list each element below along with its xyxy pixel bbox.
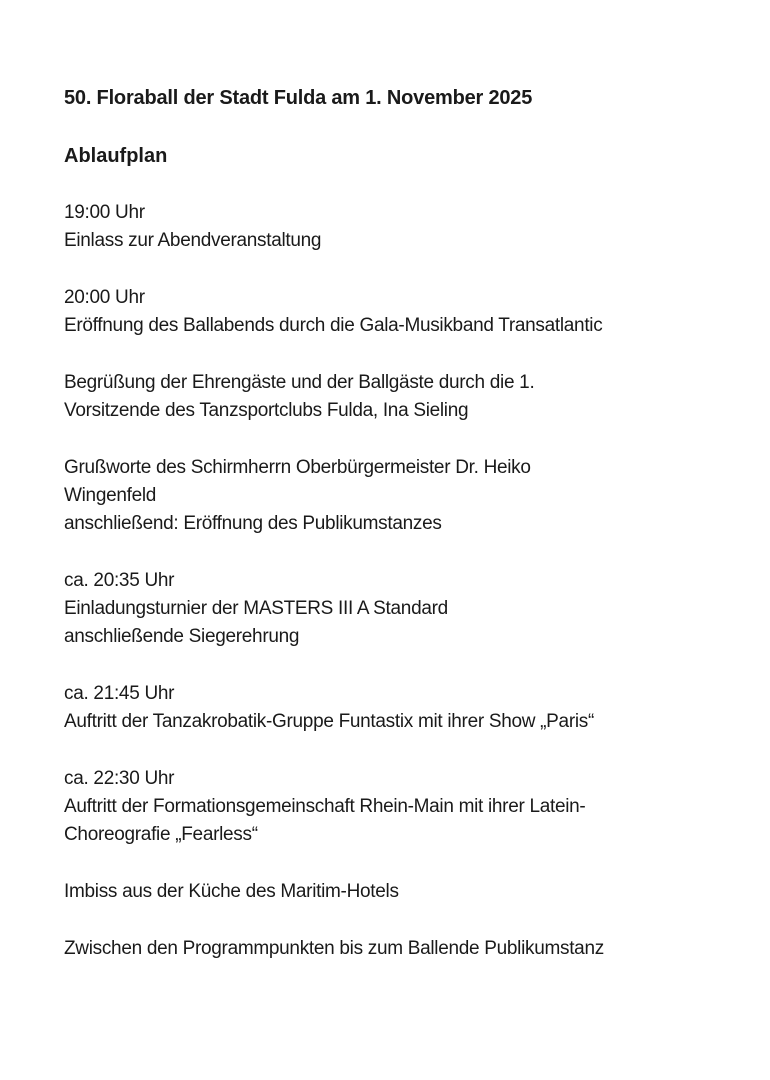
schedule-description: Auftritt der Tanzakrobatik-Gruppe Funtastix mit ihrer Show „Paris“ xyxy=(64,711,594,732)
schedule-time: ca. 22:30 Uhr xyxy=(64,768,175,789)
schedule-description: Eröffnung des Ballabends durch die Gala-Musikband Transatlantic xyxy=(64,315,603,336)
schedule-description: Imbiss aus der Küche des Maritim-Hotels xyxy=(64,881,399,902)
schedule-entry-grussworte xyxy=(64,454,744,538)
schedule-description: Einlass zur Abendveranstaltung xyxy=(64,230,322,251)
schedule-description: Choreografie „Fearless“ xyxy=(64,824,258,845)
schedule-entry-begruessung xyxy=(64,369,744,425)
schedule-entry-eroeffnung xyxy=(64,284,744,340)
document-title: 50. Floraball der Stadt Fulda am 1. November 2025 xyxy=(64,87,533,109)
schedule-time: ca. 21:45 Uhr xyxy=(64,683,175,704)
schedule-description: Einladungsturnier der MASTERS III A Standard xyxy=(64,598,448,619)
schedule-description: Zwischen den Programmpunkten bis zum Ballende Publikumstanz xyxy=(64,938,604,959)
schedule-description: Auftritt der Formationsgemeinschaft Rhein-Main mit ihrer Latein- xyxy=(64,796,586,817)
schedule-description: Grußworte des Schirmherrn Oberbürgermeister Dr. Heiko xyxy=(64,457,531,478)
document-subtitle: Ablaufplan xyxy=(64,145,168,167)
schedule-description: Wingenfeld xyxy=(64,485,157,506)
schedule-entry-turnier xyxy=(64,567,744,651)
schedule-time: ca. 20:35 Uhr xyxy=(64,570,175,591)
document-page xyxy=(64,84,744,992)
schedule-description: anschließende Siegerehrung xyxy=(64,626,300,647)
schedule-description: Begrüßung der Ehrengäste und der Ballgäste durch die 1. xyxy=(64,372,535,393)
schedule-time: 19:00 Uhr xyxy=(64,202,145,223)
schedule-time: 20:00 Uhr xyxy=(64,287,145,308)
schedule-entry-formation xyxy=(64,765,744,849)
schedule-entry-imbiss xyxy=(64,878,744,906)
schedule-description: anschließend: Eröffnung des Publikumstanzes xyxy=(64,513,442,534)
schedule-entry-publikumstanz xyxy=(64,935,744,963)
schedule-entry-einlass xyxy=(64,199,744,255)
schedule-entry-funtastix xyxy=(64,680,744,736)
schedule-description: Vorsitzende des Tanzsportclubs Fulda, Ina Sieling xyxy=(64,400,469,421)
